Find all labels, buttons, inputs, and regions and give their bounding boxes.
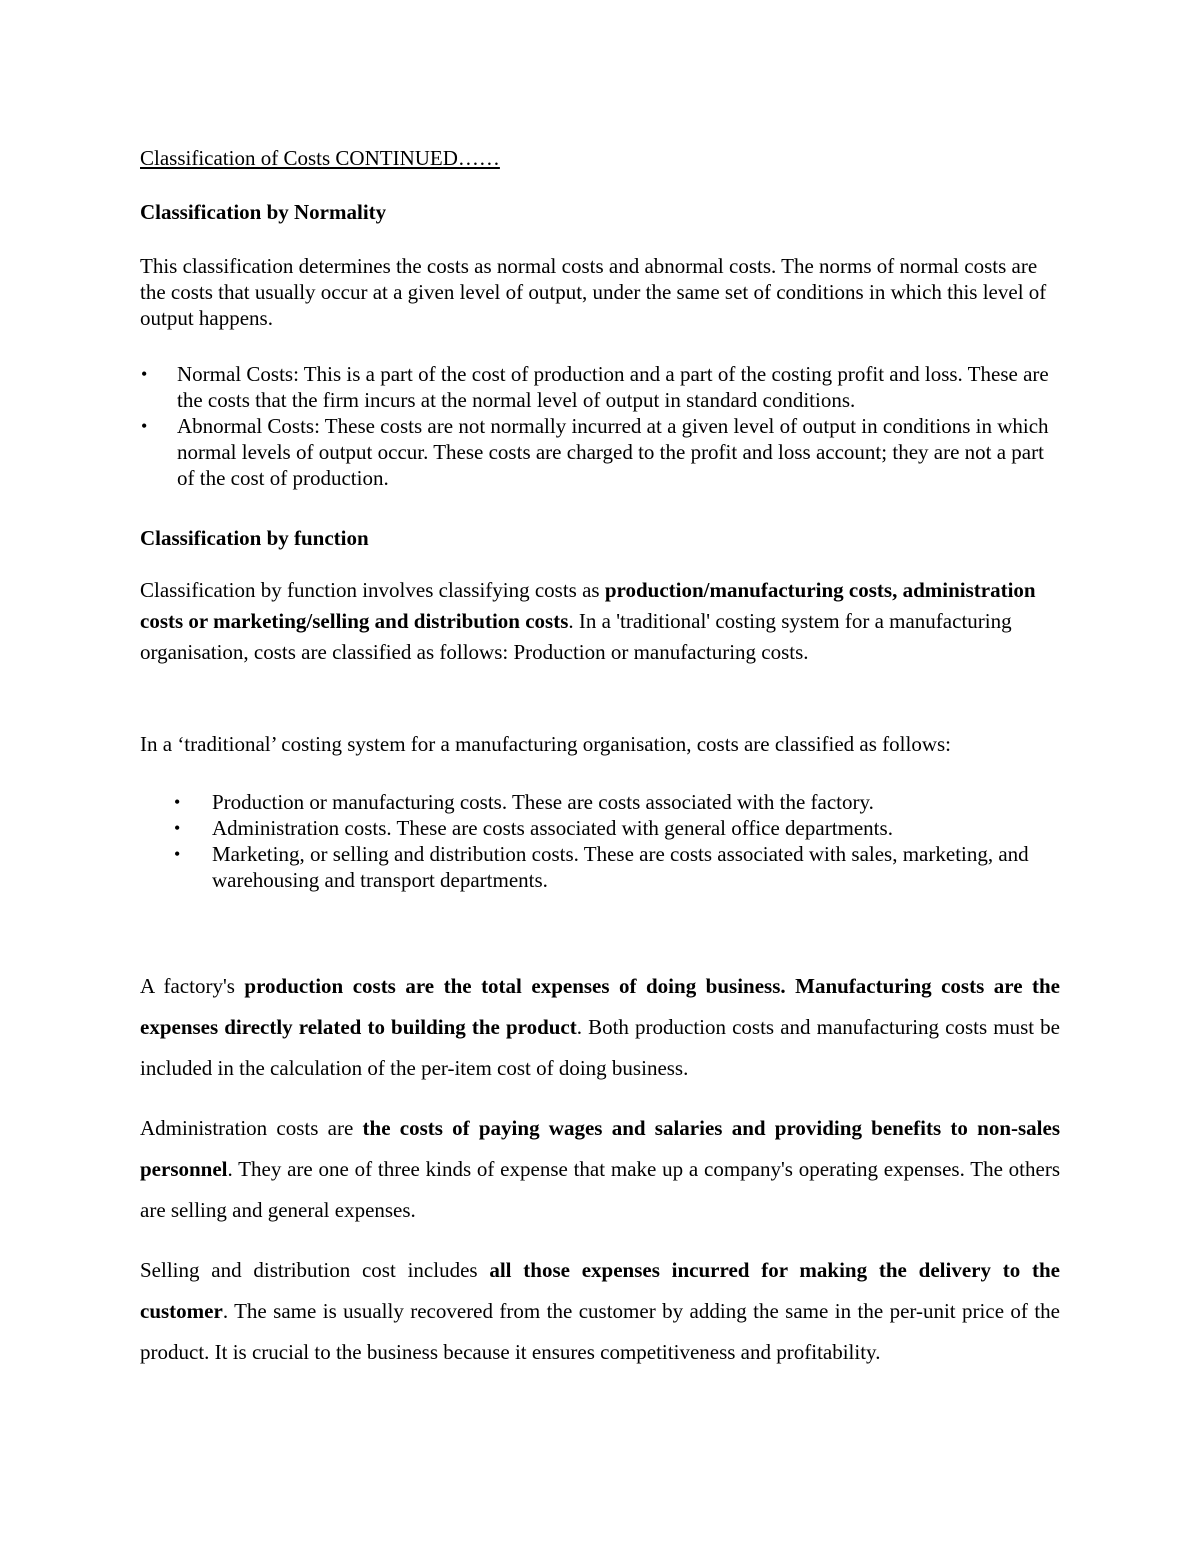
administration-costs-paragraph (140, 1108, 1060, 1231)
administration-text-a: Administration costs are (140, 1116, 363, 1140)
bullet-icon: • (141, 364, 148, 384)
function-p1-bold: production/manufacturing costs, administration costs or marketing/selling and distribution costs (140, 578, 1036, 633)
bullet-icon: • (174, 792, 181, 812)
administration-text-b: . They are one of three kinds of expense that make up a company's operating expenses. The others are selling and general expenses. (140, 1157, 1060, 1222)
normal-costs-text: Normal Costs: This is a part of the cost of production and a part of the costing profit and loss. These are the costs that the firm incurs at the normal level of output in standard conditions. (177, 362, 1049, 412)
normality-bullet-list (140, 361, 1060, 491)
administration-bullet-text: Administration costs. These are costs associated with general office departments. (212, 816, 893, 840)
list-item (140, 815, 1060, 841)
production-costs-paragraph (140, 966, 1060, 1089)
abnormal-costs-text: Abnormal Costs: These costs are not normally incurred at a given level of output in conditions in which normal levels of output occur. These costs are charged to the profit and loss account; they are not a part of the cost of production. (177, 414, 1049, 490)
selling-text-a: Selling and distribution cost includes (140, 1258, 490, 1282)
production-text-a: A factory's (140, 974, 245, 998)
bullet-icon: • (174, 818, 181, 838)
list-item (140, 413, 1060, 491)
bullet-icon: • (174, 844, 181, 864)
bullet-icon: • (141, 416, 148, 436)
function-paragraph-1 (140, 575, 1050, 668)
function-p1-text-b: . In a 'traditional' costing system for a manufacturing organisation, costs are classified as follows: Production or manufacturing costs. (140, 609, 1012, 664)
heading-normality: Classification by Normality (140, 200, 387, 224)
document-title: Classification of Costs CONTINUED…… (140, 146, 500, 170)
heading-function: Classification by function (140, 526, 369, 550)
document-page (140, 0, 1060, 1553)
production-bold: production costs are the total expenses of doing business. Manufacturing costs are the expenses directly related to building the product (140, 974, 1060, 1039)
list-item (140, 841, 1060, 893)
normality-intro: This classification determines the costs as normal costs and abnormal costs. The norms of normal costs are the costs that usually occur at a given level of output, under the same set of conditions in which this level of output happens. (140, 254, 1047, 330)
list-item (140, 361, 1060, 413)
function-bullet-list (140, 789, 1060, 893)
function-paragraph-2: In a ‘traditional’ costing system for a manufacturing organisation, costs are classified as follows: (140, 732, 952, 756)
list-item (140, 789, 1060, 815)
marketing-bullet-text: Marketing, or selling and distribution costs. These are costs associated with sales, marketing, and warehousing and transport departments. (212, 842, 1029, 892)
selling-distribution-paragraph (140, 1250, 1060, 1373)
administration-bold: the costs of paying wages and salaries and providing benefits to non-sales personnel (140, 1116, 1060, 1181)
function-p1-text-a: Classification by function involves classifying costs as (140, 578, 605, 602)
selling-text-b: . The same is usually recovered from the customer by adding the same in the per-unit price of the product. It is crucial to the business because it ensures competitiveness and profitability. (140, 1299, 1060, 1364)
production-bullet-text: Production or manufacturing costs. These are costs associated with the factory. (212, 790, 874, 814)
production-text-b: . Both production costs and manufacturing costs must be included in the calculation of the per-item cost of doing business. (140, 1015, 1061, 1080)
selling-bold: all those expenses incurred for making the delivery to the customer (140, 1258, 1060, 1323)
